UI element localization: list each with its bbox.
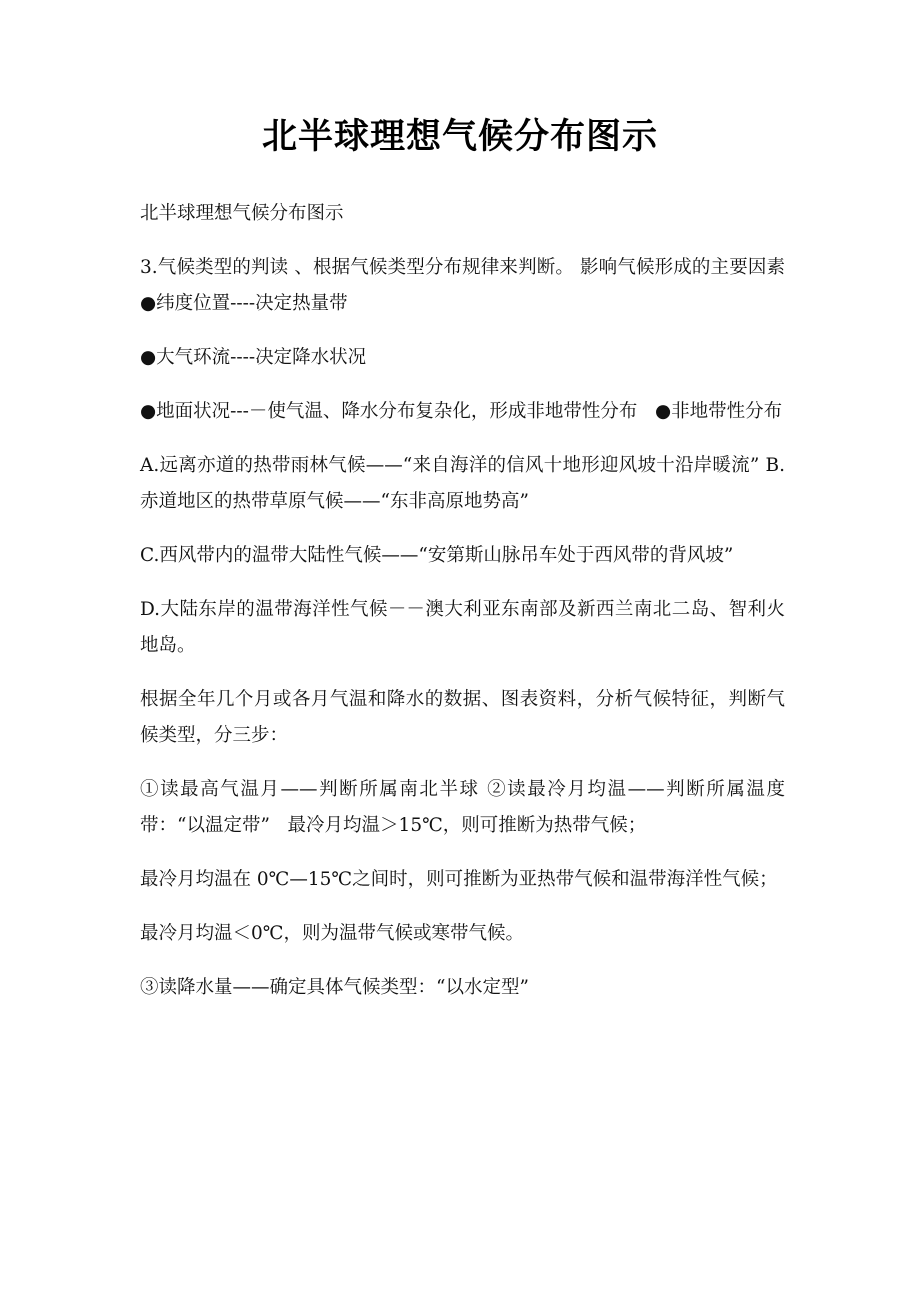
paragraph-climate-judgement: 3.气候类型的判读 、根据气候类型分布规律来判断。 影响气候形成的主要因素 ●纬度位置----决定热量带 [140, 257, 791, 314]
paragraph-subtropical-rule: 最冷月均温在 0℃—15℃之间时，则可推断为亚热带气候和温带海洋性气候； [140, 869, 778, 890]
paragraph-ground-conditions: ●地面状况---－使气温、降水分布复杂化，形成非地带性分布 ●非地带性分布 [140, 401, 783, 422]
page-title: 北半球理想气候分布图示 [261, 117, 658, 157]
paragraph-step-1-2: ①读最高气温月——判断所属南北半球 ②读最冷月均温——判断所属温度带：“以温定带” 最冷月均温＞15℃，则可推断为热带气候； [140, 779, 785, 836]
paragraph-three-steps-intro: 根据全年几个月或各月气温和降水的数据、图表资料，分析气候特征，判断气候类型，分三步： [140, 689, 785, 746]
paragraph-subtitle: 北半球理想气候分布图示 [140, 203, 344, 224]
paragraph-atmospheric-circulation: ●大气环流----决定降水状况 [140, 347, 367, 368]
document-body [140, 196, 791, 1024]
paragraph-item-d: D.大陆东岸的温带海洋性气候－－澳大利亚东南部及新西兰南北二岛、智利火地岛。 [140, 599, 785, 656]
paragraph-item-a-b: A.远离亦道的热带雨林气候——“来自海洋的信风十地形迎风坡十沿岸暖流” B.赤道地区的热带草原气候——“东非高原地势高” [140, 455, 785, 512]
paragraph-item-c: C.西风带内的温带大陆性气候——“安第斯山脉吊车处于西风带的背风坡” [140, 545, 734, 566]
paragraph-step-3: ③读降水量——确定具体气候类型：“以水定型” [140, 977, 529, 998]
paragraph-temperate-rule: 最冷月均温＜0℃，则为温带气候或寒带气候。 [140, 923, 524, 944]
